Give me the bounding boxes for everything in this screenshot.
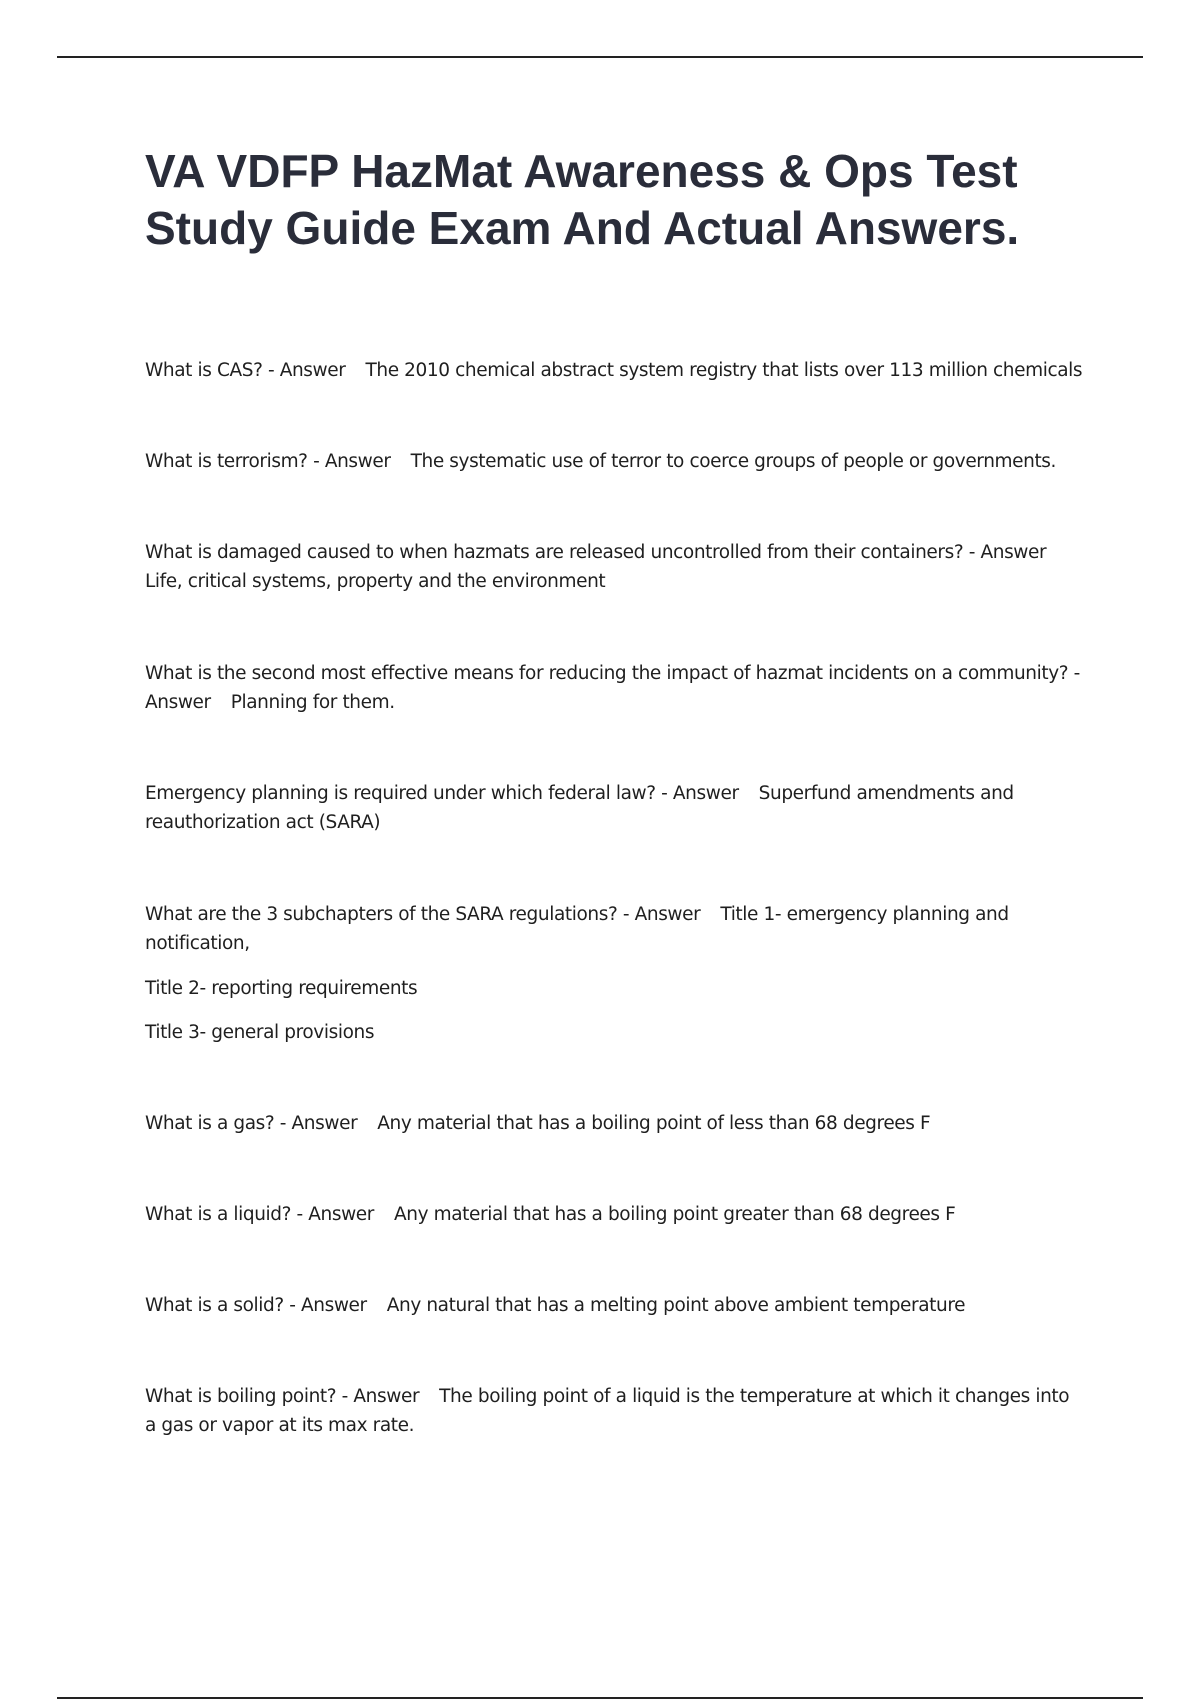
qa-entry-damage (145, 538, 1085, 596)
answer-text: Any material that has a boiling point of less than 68 degrees F (377, 1113, 931, 1134)
answer-text: Title 1- emergency planning and notification, (145, 904, 1009, 954)
qa-entry-gas (145, 1109, 1085, 1138)
answer-line-title-2: Title 2- reporting requirements (145, 978, 418, 999)
question-text: What is boiling point? - Answer (145, 1386, 420, 1407)
qa-entry-boiling-point (145, 1382, 1085, 1440)
answer-text: The 2010 chemical abstract system registry that lists over 113 million chemicals (365, 360, 1083, 381)
answer-text: Superfund amendments and reauthorization act (SARA) (145, 783, 1014, 833)
question-text: What are the 3 subchapters of the SARA regulations? - Answer (145, 904, 701, 925)
answer-text: Any material that has a boiling point greater than 68 degrees F (394, 1204, 956, 1225)
qa-entry-planning (145, 659, 1085, 717)
qa-entry-terrorism (145, 447, 1085, 476)
question-text: What is a gas? - Answer (145, 1113, 358, 1134)
question-text: What is a liquid? - Answer (145, 1204, 374, 1225)
answer-text: Any natural that has a melting point above ambient temperature (386, 1295, 966, 1316)
question-text: What is the second most effective means for reducing the impact of hazmat incidents on a community? - Answer (145, 663, 1080, 713)
answer-text: The boiling point of a liquid is the temperature at which it changes into a gas or vapor at its max rate. (145, 1386, 1070, 1436)
document-title: VA VDFP HazMat Awareness & Ops Test Study Guide Exam And Actual Answers. (145, 145, 1020, 254)
question-text: What is CAS? - Answer (145, 360, 346, 381)
answer-text: Life, critical systems, property and the environment (145, 571, 606, 592)
question-text: What is terrorism? - Answer (145, 451, 391, 472)
qa-entry-liquid (145, 1200, 1085, 1229)
question-text: What is damaged caused to when hazmats are released uncontrolled from their containers? - Answer (145, 542, 1047, 563)
bottom-divider (57, 1697, 1143, 1699)
question-text: What is a solid? - Answer (145, 1295, 367, 1316)
question-text: Emergency planning is required under which federal law? - Answer (145, 783, 739, 804)
qa-entry-sara-subchapters (145, 900, 1085, 1047)
qa-entry-solid (145, 1291, 1085, 1320)
answer-line-title-3: Title 3- general provisions (145, 1022, 375, 1043)
answer-text: The systematic use of terror to coerce groups of people or governments. (410, 451, 1057, 472)
answer-text: Planning for them. (230, 692, 395, 713)
top-divider (57, 56, 1143, 58)
qa-entry-cas (145, 356, 1085, 385)
qa-entry-federal-law (145, 779, 1085, 837)
